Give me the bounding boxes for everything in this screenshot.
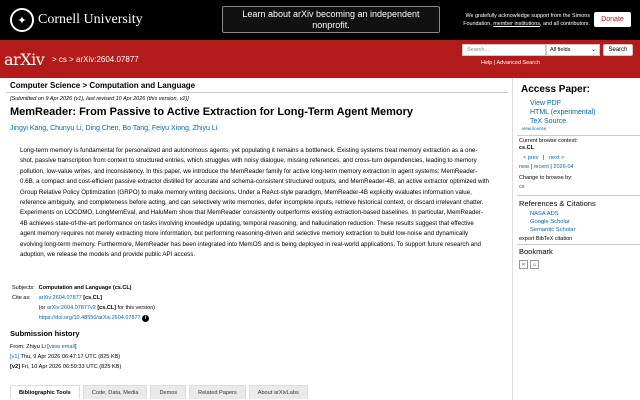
version-link[interactable]: [v1] (10, 354, 20, 360)
search-scope-value: All fields (550, 47, 571, 53)
tab-code-data-media[interactable]: Code, Data, Media (83, 385, 148, 399)
tab-bibliographic-tools[interactable]: Bibliographic Tools (10, 385, 80, 399)
subjects-label: Subjects: (12, 285, 35, 291)
google-scholar-link[interactable]: Google Scholar (530, 219, 570, 225)
next-link[interactable]: next > (549, 155, 565, 161)
change-browse (519, 174, 573, 192)
submission-history (10, 342, 121, 372)
cite-label: Cite as: (12, 295, 31, 301)
recent-link[interactable]: recent (533, 164, 549, 170)
arxiv-header (0, 40, 640, 78)
references-links (530, 210, 575, 234)
author-list[interactable]: Jingyi Kang, Chunyu Li, Ding Chen, Bo Tang, Feiyu Xiong, Zhiyu Li (10, 125, 218, 132)
search-input[interactable]: Search... (462, 44, 546, 56)
month-link[interactable]: 2026-04 (553, 164, 574, 170)
breadcrumb[interactable]: > cs > arXiv:2604.07877 (52, 55, 139, 64)
history-row (10, 362, 121, 372)
institution-name: Cornell University (38, 12, 143, 27)
history-from: From: Zhiyu Li [ (10, 344, 49, 350)
bookmark-heading: Bookmark (519, 247, 553, 256)
tab-demos[interactable]: Demos (150, 385, 186, 399)
donate-button[interactable]: Donate (594, 12, 631, 27)
ack-prefix: We gratefully acknowledge support from the Simons Foundation, (463, 13, 590, 27)
info-icon[interactable]: i (142, 315, 149, 322)
top-bar (0, 0, 640, 40)
main-content (0, 78, 512, 400)
version-date: Thu, 9 Apr 2026 06:47:17 UTC (825 KB) (19, 354, 121, 360)
html-link[interactable]: HTML (experimental) (530, 109, 596, 116)
nav-separator: | (530, 164, 533, 170)
nav-separator: | (543, 155, 545, 161)
divider (517, 244, 640, 245)
reddit-icon[interactable]: ☺ (531, 262, 538, 268)
sidebar (512, 78, 640, 400)
history-from-end: ] (74, 344, 77, 350)
cite-version-category: [cs.CL] (97, 305, 116, 311)
browse-context (519, 138, 577, 152)
cornell-logo[interactable] (10, 8, 143, 32)
search-button[interactable]: Search (603, 44, 633, 56)
cite-version-link[interactable]: arXiv:2604.07877v2 (46, 305, 96, 311)
chevron-down-icon: ⌄ (590, 47, 596, 53)
view-license-link[interactable]: view license (522, 126, 547, 131)
tab-about-arxivlabs[interactable]: About arXivLabs (249, 385, 308, 399)
ack-suffix: , and all contributors. (539, 21, 590, 27)
nasa-ads-link[interactable]: NASA ADS (530, 211, 559, 217)
change-label: Change to browse by: (519, 175, 573, 181)
context-label: Current browse context: (519, 138, 578, 144)
member-institutions-link[interactable]: member institutions (493, 21, 540, 27)
new-link[interactable]: new (519, 164, 530, 170)
metadata-table (10, 283, 157, 323)
labs-tabs (10, 385, 311, 399)
history-row (10, 352, 121, 362)
tex-source-link[interactable]: TeX Source (530, 118, 567, 125)
divider (517, 135, 640, 136)
abstract: Long-term memory is fundamental for personalized and autonomous agents, yet populating it remains a bottleneck. Existing systems treat memory extraction as a one-shot, passive transcription from context to structured entries, which struggles with noisy dialogue, missing references, and cross-turn dependencies, leading to memory pollution, low-value writes, and inconsistency. In this paper, we introduce the MemReader family for active long-term memory extraction in agent systems: MemReader-0.6B, a compact and cost-efficient passive extractor distilled for accurate and schema-consistent structured outputs, and MemReader-4B, an active extractor optimized with Group Relative Policy Optimization (GRPO) to make memory writing decisions. Under a ReAct-style paradigm, MemReader-4B explicitly evaluates information value, reference ambiguity, and completeness before acting, and can selectively write memories, defer incomplete inputs, retrieve historical context, or discard irrelevant chatter. Experiments on LOCOMO, LongMemEval, and HaluMem show that MemReader consistently outperforms existing extraction-based baselines. In particular, MemReader-4B achieves state-of-the-art performance on tasks involving knowledge updating, temporal reasoning, and hallucination reduction. These results suggest that effective agent memory requires not merely extracting more information, but performing reasoning-driven and selective memory extraction to build low-noise and dynamically evolving long-term memory. Furthermore, MemReader has been integrated into MemOS and is being deployed in real-world applications. To support future research and adoption, we release the models and provide public API access. (20, 147, 489, 259)
advanced-search-link[interactable]: Advanced Search (496, 60, 540, 66)
bibsonomy-icon[interactable]: ✕ (519, 260, 528, 269)
paper-title: MemReader: From Passive to Active Extraction for Long-Term Agent Memory (10, 106, 414, 118)
cite-id-link[interactable]: arXiv:2604.07877 (38, 295, 82, 301)
search-scope-select[interactable] (546, 44, 600, 56)
bookmark-icons (519, 260, 539, 269)
new-recent-nav (519, 164, 574, 170)
acknowledgement-text (444, 12, 590, 28)
help-separator: | (493, 60, 496, 66)
cornell-seal-icon: ✦ (10, 8, 34, 32)
divider (6, 92, 508, 93)
semantic-scholar-link[interactable]: Semantic Scholar (530, 227, 576, 233)
cite-version-prefix: (or (38, 305, 47, 311)
subject-heading: Computer Science > Computation and Language (10, 81, 196, 90)
submission-history-heading: Submission history (10, 329, 80, 338)
access-paper-heading: Access Paper: (521, 84, 590, 95)
help-links (481, 60, 540, 66)
version-date: Fri, 10 Apr 2026 06:59:33 UTC (825 KB) (19, 364, 122, 370)
subjects-value: Computation and Language (cs.CL) (38, 285, 132, 291)
access-links (530, 99, 595, 126)
browse-cs-link[interactable]: cs (519, 184, 525, 190)
cite-version-suffix: for this version) (115, 305, 156, 311)
tab-related-papers[interactable]: Related Papers (189, 385, 246, 399)
help-link[interactable]: Help (481, 60, 493, 66)
view-pdf-link[interactable]: View PDF (530, 100, 561, 107)
cite-category: [cs.CL] (83, 295, 102, 301)
arxiv-logo[interactable]: arXiv (4, 50, 45, 69)
export-bibtex-link[interactable]: export BibTeX citation (519, 236, 573, 242)
context-value: cs.CL (519, 145, 534, 151)
references-heading: References & Citations (519, 199, 596, 208)
nav-separator: | (550, 164, 552, 170)
prev-link[interactable]: < prev (523, 155, 539, 161)
divider (517, 195, 640, 196)
doi-link[interactable]: https://doi.org/10.48550/arXiv.2604.07877 (38, 315, 141, 321)
prev-next-nav (523, 155, 564, 161)
version-current: [v2] (10, 364, 20, 370)
view-email-link[interactable]: view email (48, 344, 75, 350)
nonprofit-banner-button[interactable]: Learn about arXiv becoming an independent nonprofit. (222, 6, 440, 33)
submission-dates: [Submitted on 9 Apr 2026 (v1), last revised 10 Apr 2026 (this version, v2)] (10, 96, 189, 102)
